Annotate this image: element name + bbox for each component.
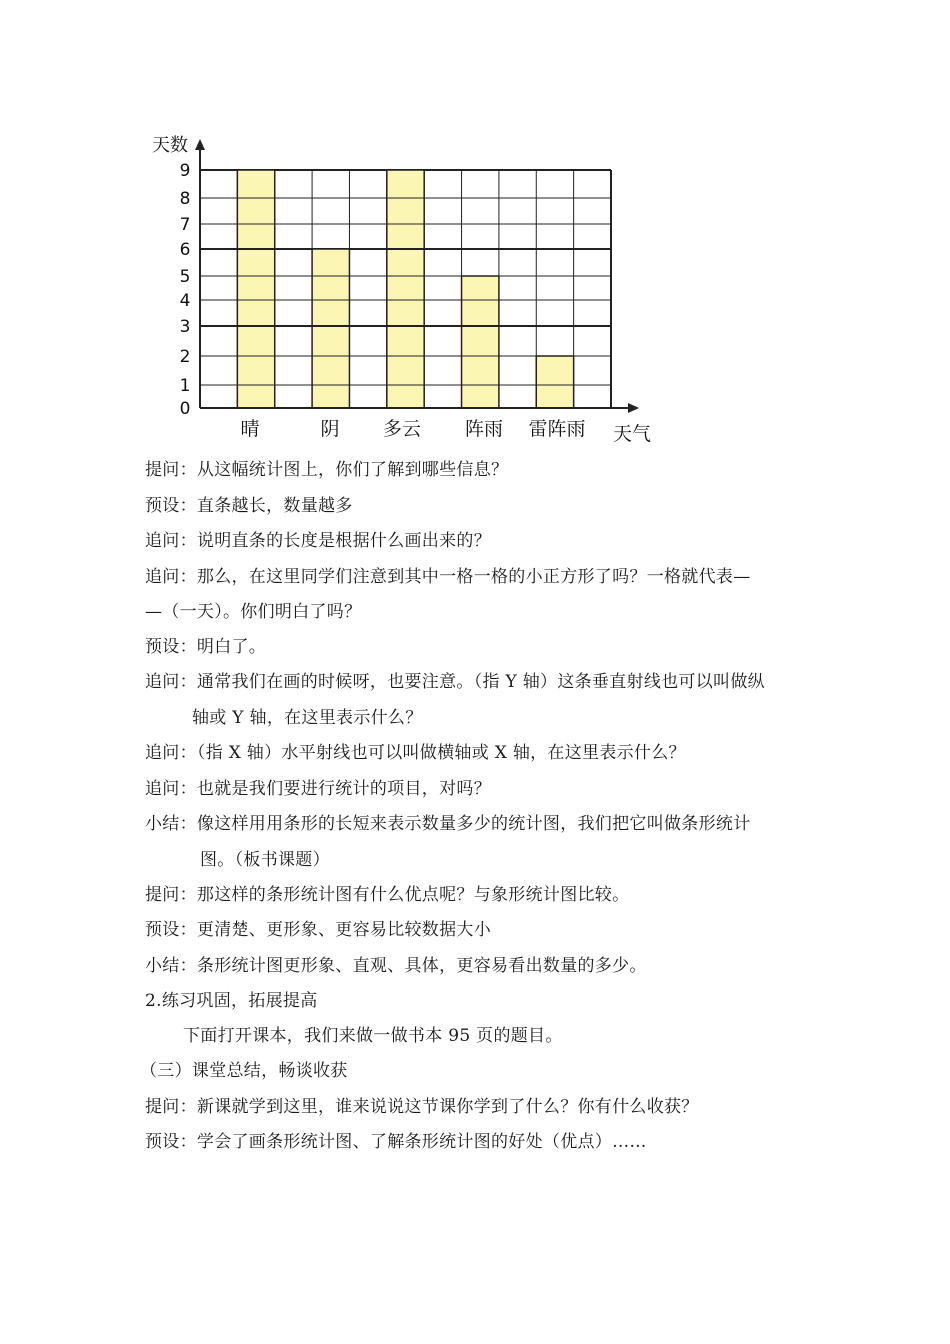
x-axis-label: 天气 xyxy=(613,423,652,445)
x-tick-label: 多云 xyxy=(382,418,422,440)
x-tick-label: 晴 xyxy=(240,418,260,440)
text-line-20: 预设：学会了画条形统计图、了解条形统计图的好处（优点）…… xyxy=(145,1132,647,1152)
bar-3 xyxy=(387,170,424,408)
y-tick-label: 5 xyxy=(179,267,191,287)
text-line-10: 追问：也就是我们要进行统计的项目，对吗？ xyxy=(145,779,491,799)
y-tick-label: 6 xyxy=(179,240,191,260)
text-line-13: 提问：那这样的条形统计图有什么优点呢？与象形统计图比较。 xyxy=(145,885,630,905)
text-line-5: —（一天）。你们明白了吗？ xyxy=(145,602,362,622)
x-tick-labels xyxy=(240,418,585,440)
x-tick-label: 阵雨 xyxy=(464,418,504,440)
text-line-1: 提问：从这幅统计图上，你们了解到哪些信息？ xyxy=(145,460,509,480)
text-line-19: 提问：新课就学到这里，谁来说说这节课你学到了什么？你有什么收获？ xyxy=(145,1097,699,1117)
text-line-15: 小结：条形统计图更形象、直观、具体，更容易看出数量的多少。 xyxy=(145,956,647,976)
x-axis-arrow xyxy=(628,403,639,413)
bar-4 xyxy=(462,276,499,408)
y-tick-label: 1 xyxy=(179,376,191,396)
text-line-12: 图。（板书课题） xyxy=(200,850,330,870)
text-line-3: 追问：说明直条的长度是根据什么画出来的？ xyxy=(145,531,491,551)
y-tick-label: 8 xyxy=(179,189,191,209)
y-tick-label: 3 xyxy=(179,317,191,337)
text-line-6: 预设：明白了。 xyxy=(145,637,267,657)
bar-chart xyxy=(140,128,680,453)
y-tick-label: 0 xyxy=(179,399,191,419)
y-tick-label: 9 xyxy=(179,161,191,181)
bar-1 xyxy=(237,170,274,408)
y-axis-arrow xyxy=(195,139,205,150)
y-axis-label: 天数 xyxy=(152,135,188,156)
text-line-9: 追问：（指 X 轴）水平射线也可以叫做横轴或 X 轴，在这里表示什么？ xyxy=(145,743,686,763)
text-line-4: 追问：那么，在这里同学们注意到其中一格一格的小正方形了吗？一格就代表— xyxy=(145,567,751,587)
text-line-17: 下面打开课本，我们来做一做书本 95 页的题目。 xyxy=(183,1026,563,1046)
text-line-8: 轴或 Y 轴，在这里表示什么？ xyxy=(192,708,423,728)
text-line-16: 2.练习巩固，拓展提高 xyxy=(145,991,318,1011)
text-line-11: 小结：像这样用用条形的长短来表示数量多少的统计图，我们把它叫做条形统计 xyxy=(145,814,751,834)
text-line-7: 追问：通常我们在画的时候呀，也要注意。（指 Y 轴）这条垂直射线也可以叫做纵 xyxy=(145,672,765,692)
x-tick-label: 阴 xyxy=(320,418,340,440)
text-line-18: （三）课堂总结，畅谈收获 xyxy=(140,1061,348,1081)
chart-bars xyxy=(237,170,573,408)
bar-2 xyxy=(312,249,349,408)
bar-5 xyxy=(536,356,573,408)
y-tick-label: 7 xyxy=(179,215,191,235)
text-line-14: 预设：更清楚、更形象、更容易比较数据大小 xyxy=(145,920,491,940)
x-tick-label: 雷阵雨 xyxy=(528,418,586,440)
y-tick-label: 2 xyxy=(179,347,191,367)
text-line-2: 预设：直条越长，数量越多 xyxy=(145,496,353,516)
y-tick-label: 4 xyxy=(179,291,191,311)
y-tick-labels xyxy=(180,161,191,419)
